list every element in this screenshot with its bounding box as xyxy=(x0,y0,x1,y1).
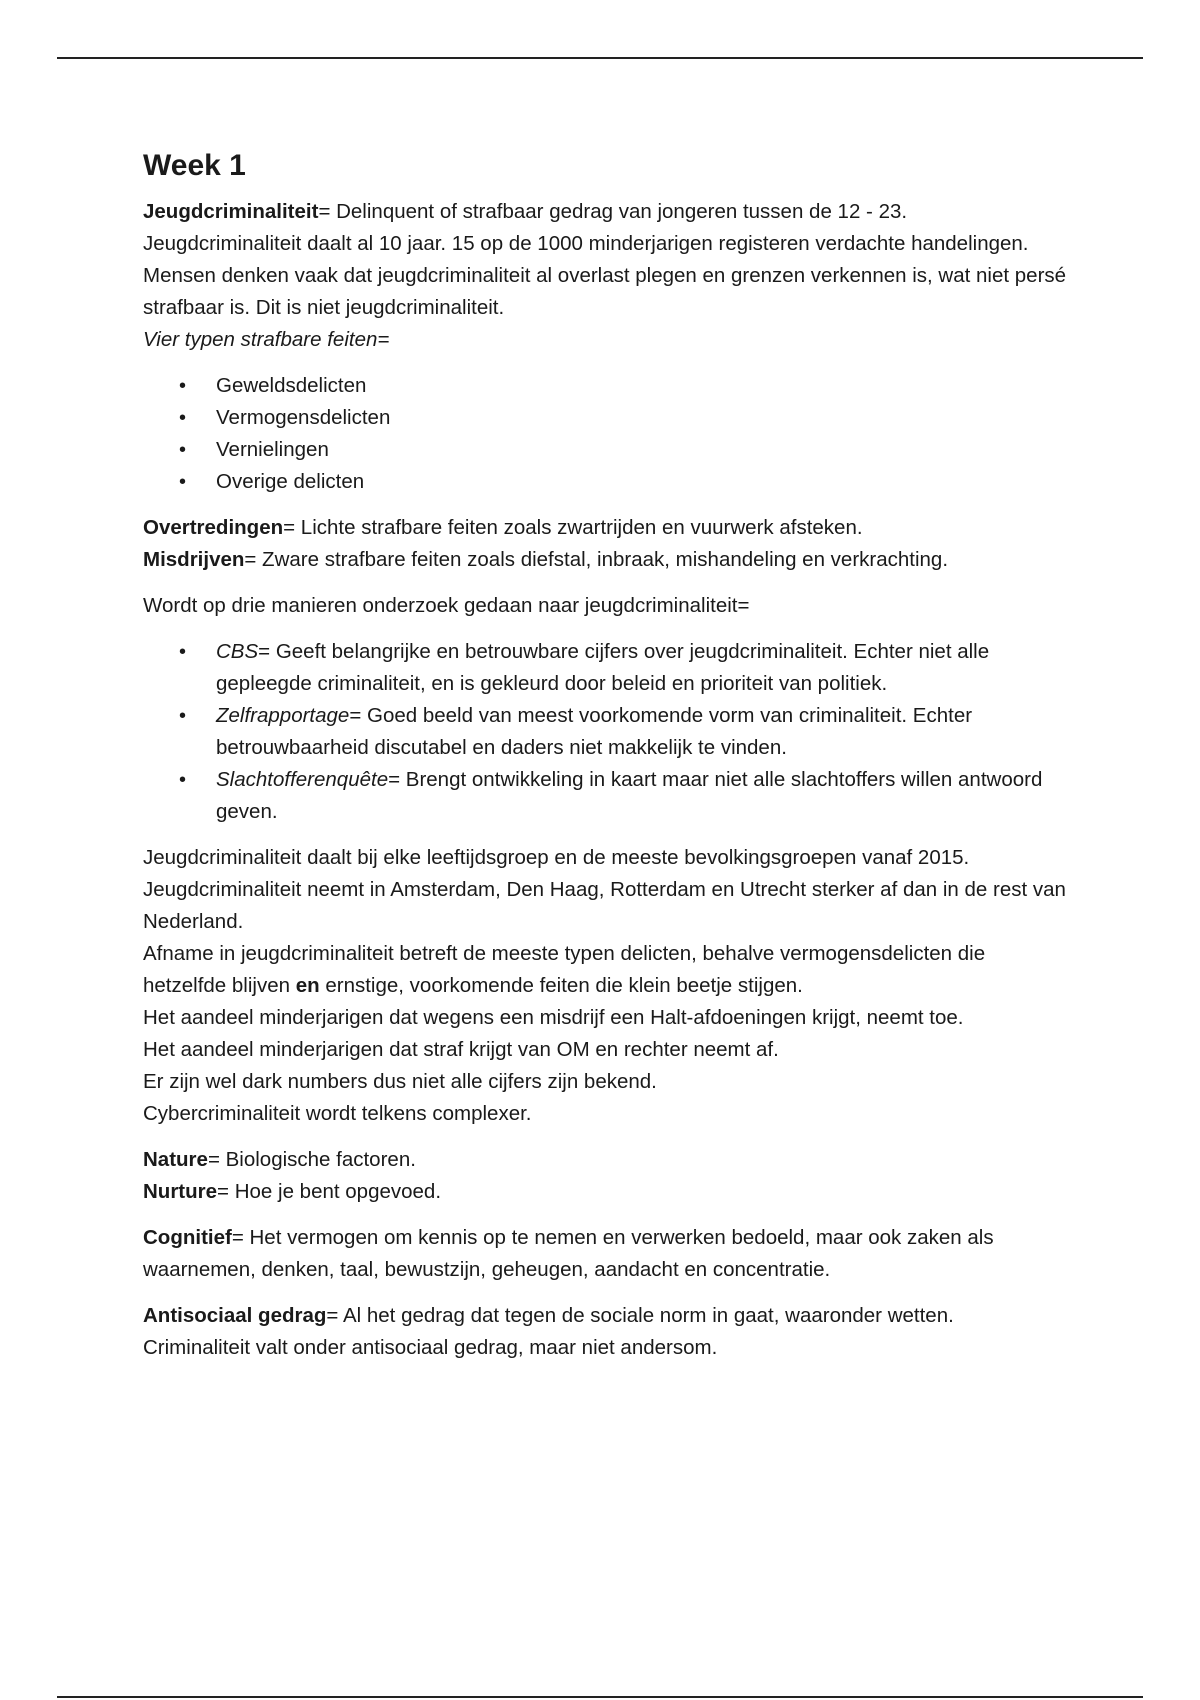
types-heading: Vier typen strafbare feiten= xyxy=(143,328,390,351)
trend-line: Cybercriminaliteit wordt telkens complexer. xyxy=(143,1102,532,1125)
footer-rule xyxy=(57,1696,1143,1698)
list-item: • CBS= Geeft belangrijke en betrouwbare cijfers over jeugdcriminaliteit. Echter niet alle gepleegde criminaliteit, en is gekleurd door beleid en prioriteit van politiek. xyxy=(143,636,1073,700)
intro-line-2: Jeugdcriminaliteit daalt al 10 jaar. 15 op de 1000 minderjarigen registeren verdachte handelingen. xyxy=(143,232,1029,255)
trend-line: Het aandeel minderjarigen dat straf krijgt van OM en rechter neemt af. xyxy=(143,1038,779,1061)
term-cognitief: Cognitief xyxy=(143,1226,232,1249)
term-overtredingen: Overtredingen xyxy=(143,516,284,539)
research-methods-list xyxy=(143,636,1073,828)
trend-line: Er zijn wel dark numbers dus niet alle cijfers zijn bekend. xyxy=(143,1070,657,1093)
research-intro: Wordt op drie manieren onderzoek gedaan naar jeugdcriminaliteit= xyxy=(143,594,750,617)
trend-line: Afname in jeugdcriminaliteit betreft de meeste typen delicten, behalve vermogensdelicten die hetzelfde blijven en ernstige, voorkomende feiten die klein beetje stijgen. xyxy=(143,942,986,997)
term-zelfrapportage: Zelfrapportage xyxy=(216,704,350,727)
definition-jeugdcriminaliteit: = Delinquent of strafbaar gedrag van jongeren tussen de 12 - 23. xyxy=(318,200,908,223)
trend-line: Jeugdcriminaliteit daalt bij elke leeftijdsgroep en de meeste bevolkingsgroepen vanaf 2015. xyxy=(143,846,970,869)
term-misdrijven: Misdrijven xyxy=(143,548,245,571)
trend-line: Het aandeel minderjarigen dat wegens een misdrijf een Halt-afdoeningen krijgt, neemt toe. xyxy=(143,1006,964,1029)
offences-paragraph xyxy=(143,512,1073,576)
term-cbs: CBS xyxy=(216,640,259,663)
term-slachtofferenquete: Slachtofferenquête xyxy=(216,768,389,791)
list-item: • Vermogensdelicten xyxy=(143,402,1073,434)
intro-line-3: Mensen denken vaak dat jeugdcriminaliteit al overlast plegen en grenzen verkennen is, wat niet persé strafbaar is. Dit is niet jeugdcriminaliteit. xyxy=(143,264,1067,319)
list-item: • Zelfrapportage= Goed beeld van meest voorkomende vorm van criminaliteit. Echter betrouwbaarheid discutabel en daders niet makkelijk te vinden. xyxy=(143,700,1073,764)
term-nature: Nature xyxy=(143,1148,208,1171)
definition-antisociaal-gedrag: = Al het gedrag dat tegen de sociale norm in gaat, waaronder wetten. xyxy=(326,1304,954,1327)
definition-cognitief: = Het vermogen om kennis op te nemen en verwerken bedoeld, maar ook zaken als waarnemen, denken, taal, bewustzijn, geheugen, aandacht en concentratie. xyxy=(143,1226,994,1281)
term-jeugdcriminaliteit: Jeugdcriminaliteit xyxy=(143,200,319,223)
definition-overtredingen: = Lichte strafbare feiten zoals zwartrijden en vuurwerk afsteken. xyxy=(283,516,863,539)
list-item: • Geweldsdelicten xyxy=(143,370,1073,402)
nature-nurture-paragraph xyxy=(143,1144,1073,1208)
header-rule xyxy=(57,57,1143,59)
definition-nature: = Biologische factoren. xyxy=(207,1148,416,1171)
list-item: • Vernielingen xyxy=(143,434,1073,466)
intro-paragraph xyxy=(143,196,1073,356)
term-nurture: Nurture xyxy=(143,1180,218,1203)
list-item: • Overige delicten xyxy=(143,466,1073,498)
document-body xyxy=(143,146,1073,1378)
term-antisociaal-gedrag: Antisociaal gedrag xyxy=(143,1304,327,1327)
offence-types-list xyxy=(143,370,1073,498)
definition-misdrijven: = Zware strafbare feiten zoals diefstal, inbraak, mishandeling en verkrachting. xyxy=(244,548,949,571)
antisociaal-paragraph xyxy=(143,1300,1073,1364)
page-title: Week 1 xyxy=(143,149,246,182)
definition-nurture: = Hoe je bent opgevoed. xyxy=(217,1180,442,1203)
antisociaal-line-2: Criminaliteit valt onder antisociaal gedrag, maar niet andersom. xyxy=(143,1336,718,1359)
trend-line: Jeugdcriminaliteit neemt in Amsterdam, Den Haag, Rotterdam en Utrecht sterker af dan in de rest van Nederland. xyxy=(143,878,1066,933)
cognitief-paragraph xyxy=(143,1222,1073,1286)
trends-paragraph xyxy=(143,842,1073,1130)
list-item: • Slachtofferenquête= Brengt ontwikkeling in kaart maar niet alle slachtoffers willen antwoord geven. xyxy=(143,764,1073,828)
